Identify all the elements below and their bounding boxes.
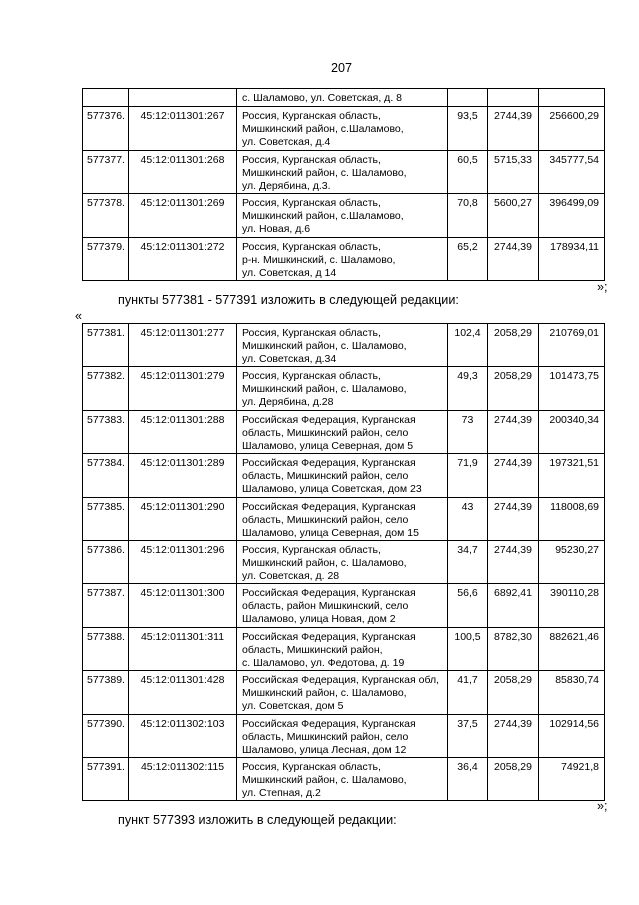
address-line: Мишкинский район, с. Шаламово, — [242, 687, 407, 700]
cadastral-number-cell: 45:12:011301:268 — [129, 150, 237, 194]
address-line: область, Мишкинский район, село — [242, 426, 409, 439]
address-line: Шаламово, улица Лесная, дом 12 — [242, 743, 407, 756]
area-cell: 56,6 — [448, 584, 488, 627]
cadastral-number-cell: 45:12:011301:290 — [129, 497, 237, 540]
area-cell: 102,4 — [448, 324, 488, 367]
cadastral-value-cell — [539, 89, 605, 107]
cadastral-number-cell: 45:12:011301:279 — [129, 367, 237, 410]
cadastral-price-cell: 2744,39 — [488, 497, 539, 540]
row-number-cell: 577389. — [83, 671, 129, 714]
address-cell — [237, 757, 448, 800]
address-line: Российская Федерация, Курганская — [242, 500, 416, 513]
table-row — [83, 671, 605, 714]
address-line: Мишкинский район, с. Шаламово, — [242, 166, 407, 179]
table-row — [83, 194, 605, 238]
table-row — [83, 410, 605, 453]
address-cell — [237, 324, 448, 367]
cadastral-price-cell — [488, 89, 539, 107]
address-cell — [237, 584, 448, 627]
address-cell — [237, 410, 448, 453]
address-cell — [237, 150, 448, 194]
area-cell: 41,7 — [448, 671, 488, 714]
area-cell: 70,8 — [448, 194, 488, 238]
land-plots-table-2 — [82, 323, 605, 801]
cadastral-price-cell: 2744,39 — [488, 714, 539, 757]
address-line: Российская Федерация, Курганская — [242, 630, 416, 643]
cadastral-value-cell: 256600,29 — [539, 107, 605, 151]
address-line: Мишкинский район, с.Шаламово, — [242, 210, 404, 222]
address-cell — [237, 454, 448, 497]
address-line: Мишкинский район, с. Шаламово, — [242, 556, 407, 569]
address-line: Россия, Курганская область, — [242, 153, 381, 166]
address-line: Мишкинский район, с. Шаламово, — [242, 340, 407, 352]
address-line: Российская Федерация, Курганская обл, — [242, 674, 440, 687]
row-number-cell: 577377. — [83, 150, 129, 194]
amendment-paragraph: пункт 577393 изложить в следующей редакции: — [118, 813, 397, 827]
address-line: Российская Федерация, Курганская — [242, 717, 416, 730]
area-cell: 100,5 — [448, 627, 488, 670]
table-row — [83, 107, 605, 151]
closing-quote: »; — [597, 799, 608, 813]
row-number-cell: 577388. — [83, 627, 129, 670]
cadastral-value-cell: 85830,74 — [539, 671, 605, 714]
row-number-cell: 577382. — [83, 367, 129, 410]
cadastral-number-cell: 45:12:011301:289 — [129, 454, 237, 497]
address-cell — [237, 367, 448, 410]
table-row — [83, 757, 605, 800]
row-number-cell: 577384. — [83, 454, 129, 497]
address-line: область, Мишкинский район, — [242, 643, 383, 656]
area-cell: 60,5 — [448, 150, 488, 194]
address-line: Россия, Курганская область, — [242, 110, 381, 122]
address-line: Российская Федерация, Курганская — [242, 587, 416, 600]
table-row — [83, 324, 605, 367]
area-cell: 36,4 — [448, 757, 488, 800]
address-line: ул. Советская, д.34 — [242, 353, 337, 365]
address-line: с. Шаламово, ул. Федотова, д. 19 — [242, 656, 405, 669]
row-number-cell: 577376. — [83, 107, 129, 151]
table-row — [83, 89, 605, 107]
table-row — [83, 454, 605, 497]
cadastral-value-cell: 102914,56 — [539, 714, 605, 757]
cadastral-price-cell: 2744,39 — [488, 454, 539, 497]
address-line: Мишкинский район, с.Шаламово, — [242, 123, 404, 135]
address-line: р-н. Мишкинский, с. Шаламово, — [242, 253, 396, 266]
cadastral-price-cell: 2058,29 — [488, 671, 539, 714]
address-line: Мишкинский район, с. Шаламово, — [242, 773, 407, 786]
cadastral-value-cell: 210769,01 — [539, 324, 605, 367]
row-number-cell — [83, 89, 129, 107]
address-line: ул. Советская, д 14 — [242, 266, 337, 279]
address-cell — [237, 237, 448, 281]
cadastral-value-cell: 95230,27 — [539, 540, 605, 583]
row-number-cell: 577379. — [83, 237, 129, 281]
cadastral-value-cell: 390110,28 — [539, 584, 605, 627]
cadastral-number-cell: 45:12:011302:115 — [129, 757, 237, 800]
cadastral-price-cell: 5715,33 — [488, 150, 539, 194]
area-cell: 43 — [448, 497, 488, 540]
cadastral-value-cell: 345777,54 — [539, 150, 605, 194]
cadastral-price-cell: 2744,39 — [488, 540, 539, 583]
area-cell: 73 — [448, 410, 488, 453]
cadastral-value-cell: 178934,11 — [539, 237, 605, 281]
cadastral-number-cell: 45:12:011301:300 — [129, 584, 237, 627]
row-number-cell: 577385. — [83, 497, 129, 540]
cadastral-value-cell: 74921,8 — [539, 757, 605, 800]
cadastral-price-cell: 2058,29 — [488, 757, 539, 800]
table-row — [83, 627, 605, 670]
row-number-cell: 577387. — [83, 584, 129, 627]
address-line: область, Мишкинский район, село — [242, 513, 409, 526]
cadastral-number-cell: 45:12:011301:267 — [129, 107, 237, 151]
address-line: Россия, Курганская область, — [242, 370, 381, 383]
area-cell: 65,2 — [448, 237, 488, 281]
cadastral-value-cell: 118008,69 — [539, 497, 605, 540]
table-row — [83, 150, 605, 194]
table-row — [83, 237, 605, 281]
address-line: Россия, Курганская область, — [242, 240, 381, 253]
cadastral-number-cell: 45:12:011301:272 — [129, 237, 237, 281]
address-cell — [237, 194, 448, 238]
row-number-cell: 577391. — [83, 757, 129, 800]
address-line: Россия, Курганская область, — [242, 760, 381, 773]
row-number-cell: 577381. — [83, 324, 129, 367]
area-cell: 34,7 — [448, 540, 488, 583]
cadastral-number-cell: 45:12:011301:296 — [129, 540, 237, 583]
cadastral-price-cell: 2058,29 — [488, 324, 539, 367]
address-cell — [237, 714, 448, 757]
amendment-paragraph: пункты 577381 - 577391 изложить в следующей редакции: — [118, 293, 459, 307]
cadastral-price-cell: 2744,39 — [488, 107, 539, 151]
address-line: Российская Федерация, Курганская — [242, 457, 416, 470]
row-number-cell: 577378. — [83, 194, 129, 238]
table-row — [83, 714, 605, 757]
land-plots-table-1 — [82, 88, 605, 281]
cadastral-number-cell — [129, 89, 237, 107]
opening-quote: « — [75, 309, 83, 323]
address-line: ул. Новая, д.6 — [242, 223, 311, 235]
cadastral-price-cell: 8782,30 — [488, 627, 539, 670]
address-line: ул. Советская, д.4 — [242, 136, 331, 148]
area-cell: 37,5 — [448, 714, 488, 757]
cadastral-value-cell: 882621,46 — [539, 627, 605, 670]
cadastral-number-cell: 45:12:011301:277 — [129, 324, 237, 367]
address-line: область, район Мишкинский, село — [242, 600, 409, 613]
address-cell — [237, 671, 448, 714]
table-row — [83, 497, 605, 540]
address-cell — [237, 107, 448, 151]
address-line: область, Мишкинский район, село — [242, 470, 409, 483]
address-cell — [237, 89, 448, 107]
address-line: Шаламово, улица Северная, дом 15 — [242, 526, 419, 539]
address-line: Российская Федерация, Курганская — [242, 413, 416, 426]
cadastral-price-cell: 2058,29 — [488, 367, 539, 410]
address-line: Россия, Курганская область, — [242, 327, 381, 339]
address-line: Шаламово, улица Северная, дом 5 — [242, 439, 414, 452]
cadastral-value-cell: 197321,51 — [539, 454, 605, 497]
address-cell — [237, 627, 448, 670]
row-number-cell: 577383. — [83, 410, 129, 453]
address-line: Россия, Курганская область, — [242, 197, 381, 209]
address-cell — [237, 540, 448, 583]
page-number: 207 — [331, 61, 353, 75]
table-row — [83, 540, 605, 583]
cadastral-value-cell: 101473,75 — [539, 367, 605, 410]
cadastral-number-cell: 45:12:011301:428 — [129, 671, 237, 714]
row-number-cell: 577386. — [83, 540, 129, 583]
cadastral-value-cell: 396499,09 — [539, 194, 605, 238]
area-cell: 71,9 — [448, 454, 488, 497]
address-line: Шаламово, улица Новая, дом 2 — [242, 613, 396, 626]
address-line: ул. Дерябина, д.28 — [242, 396, 334, 409]
cadastral-number-cell: 45:12:011302:103 — [129, 714, 237, 757]
area-cell — [448, 89, 488, 107]
closing-quote: »; — [597, 280, 608, 294]
row-number-cell: 577390. — [83, 714, 129, 757]
cadastral-number-cell: 45:12:011301:269 — [129, 194, 237, 238]
address-line: ул. Советская, дом 5 — [242, 700, 344, 713]
cadastral-price-cell: 2744,39 — [488, 237, 539, 281]
table-row — [83, 367, 605, 410]
table-row — [83, 584, 605, 627]
area-cell: 49,3 — [448, 367, 488, 410]
address-line: Россия, Курганская область, — [242, 543, 381, 556]
address-cell — [237, 497, 448, 540]
address-line: с. Шаламово, ул. Советская, д. 8 — [242, 92, 402, 104]
cadastral-price-cell: 5600,27 — [488, 194, 539, 238]
cadastral-number-cell: 45:12:011301:311 — [129, 627, 237, 670]
cadastral-price-cell: 6892,41 — [488, 584, 539, 627]
cadastral-value-cell: 200340,34 — [539, 410, 605, 453]
address-line: ул. Степная, д.2 — [242, 786, 321, 799]
address-line: Мишкинский район, с. Шаламово, — [242, 383, 407, 396]
address-line: ул. Дерябина, д.3. — [242, 179, 331, 192]
address-line: ул. Советская, д. 28 — [242, 569, 340, 582]
cadastral-number-cell: 45:12:011301:288 — [129, 410, 237, 453]
address-line: Шаламово, улица Советская, дом 23 — [242, 483, 422, 496]
area-cell: 93,5 — [448, 107, 488, 151]
address-line: область, Мишкинский район, село — [242, 730, 409, 743]
cadastral-price-cell: 2744,39 — [488, 410, 539, 453]
